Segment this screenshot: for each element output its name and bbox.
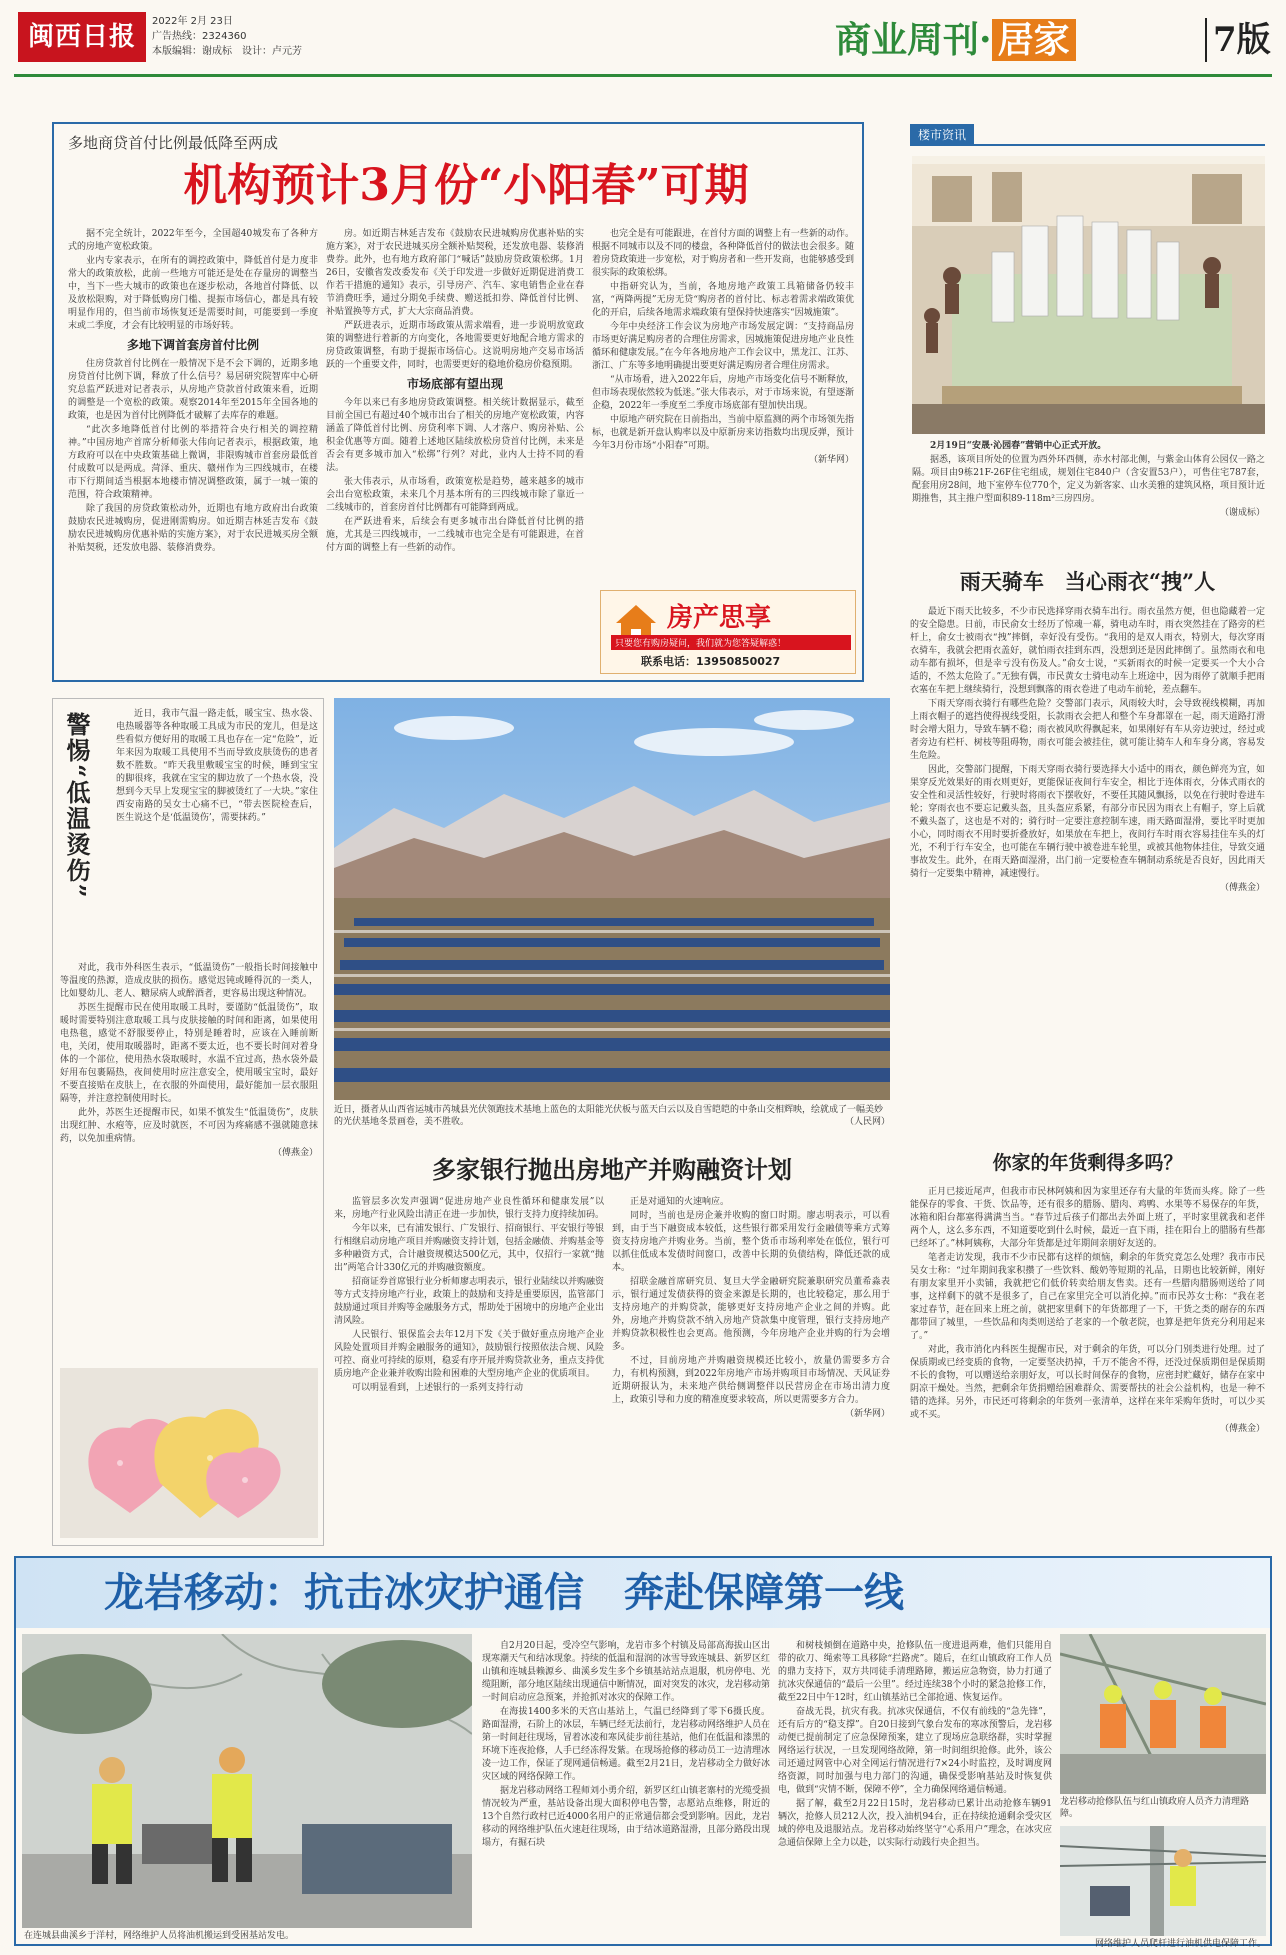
bank-paragraph: 招联金融首席研究员、复旦大学金融研究院兼职研究员董希淼表示，银行通过发债获得的资金来源是长期的，也比较稳定，那么用于支持房地产的并购贷款，能够更好支持房地产企业之间的并购。此外，房地产并购贷款不纳入房地产贷款集中度管理，银行支持房地产并购贷款积极性也会更高。他预测，今年房地产企业并购的行为会增多。 [612, 1277, 890, 1352]
market-news-divider [910, 144, 1265, 146]
mobile-paragraph: 在海拔1400多米的天宫山基站上，气温已经降到了零下6摄氏度。路面湿滑，石阶上的冰层，车辆已经无法前行，龙岩移动网络维护人员在第一时间赶往现场，冒着冰凌和寒风徒步前往基站，他们在低温和漆黑的环境下连夜抢修，人手已经冻得发紫。在现场抢修的移动员工一边清理冰凌一边工作，保证了现网通信畅通。截至2月21日，龙岩移动全力做好冰灾区域的网络保障工作。 [482, 1707, 770, 1782]
mobile-photo-1-caption: 在连城县曲溪乡于洋村，网络维护人员将油机搬运到受困基站发电。 [24, 1931, 295, 1941]
lead-paragraph: “从市场看，进入2022年后，房地产市场变化信号不断释放，但市场表现依然较为低迷。”张大伟表示，对于市场来说，有望逐渐企稳，2022年一季度至二季度市场底部有望加快出现。 [592, 375, 854, 411]
warn-body [116, 708, 318, 958]
mobile-photo-2 [1060, 1634, 1266, 1794]
mobile-paragraph: 奋战无畏，抗灾有我。抗冰灾保通信，不仅有前线的“急先锋”，还有后方的“稳支撑”。自20日接到气象台发布的寒冰预警后，龙岩移动便已提前制定了应急保障预案，建立了现场应急联络群，实时掌握网络运行状况，一旦发现网络故障，第一时间组织抢修。此外，该公司还通过网管中心对全网运行情况进行7×24小时监控，及时调度网络资源，同时加强与电力部门的沟通，确保受影响基站及时恢复供电，做到“灾情不断，保障不停”，全力确保网络通信畅通。 [778, 1707, 1052, 1795]
warn-paragraph: 此外，苏医生还提醒市民，如果不慎发生“低温烫伤”，皮肤出现红肿、水疱等，应及时就医，不可因为疼痛感不强就随意抹药，以免加重病情。 [60, 1108, 318, 1144]
lead-paragraph: 除了我国的房贷政策松动外，近期也有地方政府出台政策鼓励农民进城购房，促进刚需购房。如近期吉林延吉发布《鼓励农民进城购房优惠补贴的实施方案》，对于农民进城买房全额补贴契税，还发放电器、装修消费券。 [68, 504, 318, 553]
lead-column-2 [326, 228, 584, 676]
lead-column-1 [68, 228, 318, 676]
market-news-byline: （谢成标） [1219, 508, 1265, 518]
hot-water-bag-photo [60, 1368, 318, 1538]
lead-paragraph: 张大伟表示，从市场看，政策宽松是趋势，越来越多的城市会出台宽松政策，未来几个月基本所有的三四线城市除了靠近一二线城市的，首套房首付比例都有可能降到两成。 [326, 477, 584, 513]
ad-license: 广告热线：2324360 [152, 31, 247, 42]
editors: 本版编辑：谢成标 设计：卢元芳 [152, 46, 302, 57]
lead-paragraph: 中原地产研究院在日前指出，当前中原监测的两个市场领先指标，也就是新开盘认购率以及中原新房来访指数均出现反弹，预计今年3月份市场“小阳春”可期。 [592, 415, 854, 451]
lead-paragraph: 住房贷款首付比例在一般情况下是不会下调的，近期多地房贷首付比例下调，释放了什么信号？易居研究院智库中心研究总监严跃进对记者表示，从房地产贷款首付政策来看，近期的调整是一个宽松的政策。观察2014年至2015年全国各地的政策，也是因为首付比例降低才破解了去库存的难题。 [68, 359, 318, 421]
mobile-photo-2-caption: 龙岩移动抢修队伍与红山镇政府人员齐力清理路障。 [1060, 1797, 1250, 1819]
warn-byline: （傅燕金） [272, 1148, 318, 1158]
rain-paragraph: 因此，交警部门提醒，下雨天穿雨衣骑行要选择大小适中的雨衣，颜色鲜亮为宜，如果穿反光效果好的雨衣则更好，更能保证夜间行车安全，相比于连体雨衣，分体式雨衣的安全性和灵活性较好，行驶时将雨衣下摆收好，不要任其随风飘扬，以免在行驶时卷进车轮；穿雨衣也不要忘记戴头盔，且头盔应系紧，有部分市民因为雨衣上有帽子，穿上后就不戴头盔了，这也是不对的；骑行时一定要注意控制车速，雨天路面湿滑，要比平时更加小心，同时雨衣不用时要折叠放好，如果放在车把上，夜间行车时雨衣容易挂住车头的灯光，不利于行车安全，也可能在车辆行驶中被卷进车轮里，或被其他物体挂住，导致交通事故发生。此外，在雨天路面湿滑，出门前一定要检查车辆制动系统是否良好，因此雨天骑行一定要集中精神，减速慢行。 [910, 765, 1265, 879]
warn-paragraph: 对此，我市外科医生表示，“低温烫伤”一般指长时间接触中等温度的热源，造成皮肤的损伤。感觉迟钝或睡得沉的一类人，比如婴幼儿、老人、糖尿病人或醉酒者，更容易出现这种情况。 [60, 963, 318, 999]
rain-body [910, 606, 1265, 1126]
bank-paragraph: 招商证券首席银行业分析师廖志明表示，银行业陆续以并购融资等方式支持房地产行业，政策上的鼓励和支持是重要原因，监管部门鼓励通过项目并购等金融服务方式，帮助处于困境中的房地产企业出清风险。 [334, 1277, 604, 1326]
mobile-column-2 [778, 1640, 1052, 1940]
bank-paragraph: 不过，目前房地产并购融资规模还比较小，放量仍需要多方合力，有机构预测，到2022年房地产市场并购项目市场情况、天风证券近期研报认为，未来地产供给侧调整伴以民营房企在市场出清力度上，政策引导和力度的精准度要求较高，所以更需要多方合力。 [612, 1356, 890, 1405]
lead-subheading: 多地下调首套房首付比例 [126, 338, 259, 352]
section-title: 商业周刊· 居家 [835, 18, 1076, 62]
section-name: 商业周刊 [835, 19, 980, 61]
lead-paragraph: 在严跃进看来，后续会有更多城市出台降低首付比例的措施，尤其是三四线城市，一二线城市也完全是有可能跟进，在首付方面的调整上有一些新的动作。 [326, 517, 584, 553]
solar-credit: （人民网） [844, 1117, 890, 1127]
masthead-divider [14, 74, 1272, 77]
bank-column-2 [612, 1196, 890, 1546]
mobile-paragraph: 和树枝倾倒在道路中央，抢修队伍一度进退两难，他们只能用自带的砍刀、绳索等工具移除“拦路虎”。随后，在红山镇政府工作人员的鼎力支持下，双方共同徒手清理路障，搬运应急物资，协力打通了抗冰灾保通信的“最后一公里”。经过连续38个小时的紧急抢修工作，截至22日中午12时，红山镇基站已全部抢通、恢复运作。 [778, 1641, 1052, 1703]
lead-headline: 机构预计3月份“小阳春”可期 [183, 160, 749, 211]
bank-paragraph: 监管层多次发声强调“促进房地产业良性循环和健康发展”以来，房地产行业风险出清正在进一步加快，银行支持力度持续加码。 [334, 1197, 604, 1220]
bank-byline: （新华网） [844, 1409, 890, 1419]
bank-paragraph: 今年以来，已有浦发银行、广发银行、招商银行、平安银行等银行相继启动房地产项目并购融资支持计划，包括金融债、并购基金等多种融资方式，合计融资规模达500亿元，其中，仅招行一家就“抛出”两笔合计330亿元的并购融资额度。 [334, 1224, 604, 1273]
bank-paragraph: 同时，当前也是房企兼并收购的窗口时期。廖志明表示，可以看到，由于当下融资成本较低，这些银行都采用发行金融债等乘方式筹资支持房地产并购业务。当前，整个货币市场利率处在低位，银行可以抓住低成本发债时间窗口，改善中长期的负债结构，降低还款的成本。 [612, 1211, 890, 1273]
lead-paragraph: 房。如近期吉林延吉发布《鼓励农民进城购房优惠补贴的实施方案》，对于农民进城买房全额补贴契税，还发放电器、装修消费券。此外，也有地方政府部门“喊话”鼓励房贷政策松绑。1月26日，安徽省发改委发布《关于印发进一步做好近期促进消费工作若干措施的通知》表示，引导房产、汽车、家电销售企业在春节消费旺季，通过分期免手续费、赠送抵扣券、降低首付比例、补贴置换等方式，扩大大宗商品消费。 [326, 229, 584, 317]
bank-paragraph: 可以明显看到，上述银行的一系列支持行动 [352, 1383, 524, 1393]
rain-paragraph: 下雨天穿雨衣骑行有哪些危险？交警部门表示，风雨较大时，会导致视线模糊，再加上雨衣帽子的遮挡使得视线受阻，长款雨衣会把人和整个车身都罩在一起，雨天道路打滑时会增大阻力，导致车辆不稳；雨衣被风吹得飘起来，如果刚好有车从旁边驶过，经过或者旁边有栏杆、树枝等阻碍物，雨衣可能会被挂住，就可能让骑车人和车身分离，容易发生危险。 [910, 699, 1265, 761]
inventory-body [910, 1186, 1265, 1486]
lead-byline: （新华网） [808, 455, 854, 465]
solar-photo [334, 698, 890, 1100]
inventory-paragraph: 正月已接近尾声，但我市市民林阿姨和因为家里还存有大量的年货而头疼。除了一些能保存的零食、干货、饮品等，还有很多的腊肠、腊肉、鸡鸭、水果等不易保存的年货，冰箱和阳台都塞得满满当当。“春节过后孩子们都出去外面上班了，平时家里就我和老伴两个人，这么多东西，不知道要吃到什么时候，最近一直下雨，挂在阳台上的腊肠有些都已经坏了。”林阿姨称，大部分年货都是过年期间亲朋好友送的。 [910, 1187, 1265, 1249]
warn-body-continued [60, 962, 318, 1362]
promo-tagline: 只要您有购房疑问，我们就为您答疑解惑！ [611, 635, 851, 650]
bank-headline: 多家银行抛出房地产并购融资计划 [432, 1155, 792, 1184]
bank-column-1 [334, 1196, 604, 1546]
mobile-paragraph: 据了解，截至2月22日15时，龙岩移动已累计出动抢修车辆91辆次，抢修人员212人次，投入油机94台，正在持续抢通剩余受灾区域的停电及退服站点。龙岩移动始终坚守“心系用户”理念，在冰灾应急通信保障上全力以赴，以实际行动践行央企担当。 [778, 1799, 1052, 1848]
mobile-photo-3 [1060, 1826, 1266, 1936]
inventory-paragraph: 对此，我市消化内科医生提醒市民，对于剩余的年货，可以分门别类进行处理。过了保质期或已经变质的食物，一定要坚决扔掉，千万不能舍不得，还没过保质期但是保质期不长的食物，可以赠送给亲朋好友，可以长时间保存的食物，应密封贮藏好，储存在家中阴凉干燥处。当然，把剩余年货捐赠给困难群众、需要帮扶的社会公益机构，也是一种不错的选择。另外，市民还可将剩余的年货列一张清单，这样在来年采购年货时，可以少买或不买。 [910, 1345, 1265, 1420]
lead-kicker: 多地商贷首付比例最低降至两成 [68, 134, 279, 152]
bank-paragraph: 人民银行、银保监会去年12月下发《关于做好重点房地产企业风险处置项目并购金融服务的通知》，鼓励银行按照依法合规、风险可控、商业可持续的原则，稳妥有序开展并购贷款业务，重点支持优质房地产企业兼并收购出险和困难的大型房地产企业的优质项目。 [334, 1330, 604, 1379]
rain-headline: 雨天骑车 当心雨衣“拽”人 [959, 569, 1216, 594]
mobile-photo-3-caption: 网络维护人员爬杆进行油机供电保障工作。 [1094, 1939, 1266, 1949]
lead-paragraph: 据不完全统计，2022年至今，全国超40城发布了各种方式的房地产宽松政策。 [68, 229, 318, 252]
inventory-byline: （傅燕金） [1219, 1424, 1265, 1434]
market-news-caption-title: 2月19日“安晟·沁园春”营销中心正式开放。 [930, 441, 1107, 451]
lead-paragraph: 中指研究认为，当前，各地房地产政策工具箱储备仍较丰富，“两降两提”无房无贷“购房者的首付比、标志着需求端政策优化的开启，后续各地需求端政策有望保持快速落实“因城施策”。 [592, 282, 854, 318]
promo-box [600, 590, 856, 674]
warn-headline-text: 警惕“低温烫伤” [62, 712, 91, 900]
subsection-name: 居家 [992, 19, 1076, 61]
lead-paragraph: 今年以来已有多地房贷政策调整。相关统计数据显示，截至目前全国已有超过40个城市出台了相关的房地产宽松政策，内容涵盖了降低首付比例、房贷利率下调、人才落户、购房补贴、公积金优惠等方面。随着上述地区陆续放松房贷首付比例，未来是否会有更多城市加入“松绑”行列？对此，业内人士持不同的看法。 [326, 398, 584, 473]
lead-paragraph: “此次多地降低首付比例的举措符合央行相关的调控精神。”中国房地产首席分析师张大伟向记者表示，根据政策，地方政府可以在中央政策基础上微调，非限购城市首套房最低首付成数可以是两成。菏泽、重庆、赣州作为三四线城市，在楼市下行期间适当根据本地楼市情况调整政策，属于一城一策的范围，符合政策精神。 [68, 425, 318, 500]
lead-column-3 [592, 228, 854, 578]
warn-paragraph: 苏医生提醒市民在使用取暖工具时，要谨防“低温烫伤”，取暖时需要特别注意取暖工具与皮肤接触的时间和距离，如果使用电热毯，感觉不舒服要停止，特别是睡着时，应该在入睡前断电，关闭，使用取暖器时，距离不要太近，也不要长时间对着身体的一个部位，使用热水袋取暖时，水温不宜过高，热水袋外最好用布包裹隔热，夜间使用时应注意安全，使用暖宝宝时，最好不要直接贴在皮肤上，在衣服的外面使用，最好能加一层衣服阻隔等，并注意控制使用时长。 [60, 1003, 318, 1104]
inventory-paragraph: 笔者走访发现，我市不少市民都有这样的烦恼，剩余的年货究竟怎么处理？我市市民吴女士称：“过年期间我家积攒了一些饮料、酸奶等短期的礼品，日期也比较新鲜，刚好有朋友家里开小卖铺，我就把它们低价转卖给朋友售卖。还有一些腊肉腊肠则送给了同事，这样剩下的就不是很多了，自己在家里完全可以消化掉。”而市民苏女士称：“我在老家过春节，赶在回来上班之前，就把家里剩下的年货都理了一下，干货之类的耐存的东西都带回了城里，一些饮品和肉类则送给了老家的一个敬老院，也算是把年货充分利用起来了。” [910, 1253, 1265, 1341]
newspaper-logo: 闽西日报 [18, 12, 146, 62]
lead-paragraph: 今年中央经济工作会议为房地产市场发展定调：“支持商品房市场更好满足购房者的合理住房需求，因城施策促进房地产业良性循环和健康发展。”在今年各地房地产工作会议中，黑龙江、江苏、浙江、广东等多地明确提出要更好满足购房者合理住房需求。 [592, 322, 854, 371]
rain-byline: （傅燕金） [1219, 883, 1265, 893]
market-news-tag: 楼市资讯 [910, 124, 974, 145]
page-number: 7版 [1205, 18, 1271, 62]
warn-headline [60, 712, 114, 962]
lead-paragraph: 也完全是有可能跟进，在首付方面的调整上有一些新的动作。根据不同城市以及不同的楼盘，各种降低首付的做法也会很多。随着房贷政策进一步宽松，对于购房者和一些开发商，也能够感受到很实际的政策松绑。 [592, 229, 854, 278]
market-news-caption [912, 440, 1265, 540]
masthead [0, 0, 1286, 80]
mobile-paragraph: 自2月20日起，受冷空气影响，龙岩市多个村镇及局部高海拔山区出现寒潮天气和结冰现象。持续的低温和湿润的冰雪导致连城县、新罗区红山镇和连城县赖源乡、曲溪乡发生多个乡镇基站站点退服，机房停电、光缆阻断，部分地区陆续出现通信中断情况，面对突发的冰灾，龙岩移动第一时间启动应急预案，并抢抓对冰灾的保障工作。 [482, 1641, 770, 1703]
bank-paragraph: 正是对通知的火速响应。 [630, 1197, 730, 1207]
promo-phone: 联系电话：13950850027 [641, 655, 781, 668]
solar-caption-box [334, 1104, 890, 1138]
rain-paragraph: 最近下雨天比较多，不少市民选择穿雨衣骑车出行。雨衣虽然方便，但也隐藏着一定的安全隐患。日前，市民俞女士经历了惊魂一幕，骑电动车时，雨衣突然挂在了路旁的栏杆上，俞女士被雨衣“拽”摔倒，幸好没有受伤。“我用的是双人雨衣，特别大，每次穿雨衣骑车，我就会把雨衣盖好，就怕雨衣挂到东西，没想到还是因此摔倒了。虽然雨衣和电动车都有损坏，但是幸亏没有伤及人。”俞女士说，“买新雨衣的时候一定要买一个大小合适的，不然太危险了。”无独有偶，市民黄女士骑电动车上班途中，因为雨停了就顺手把雨衣塞在车把上继续骑行，没想到飘落的雨衣卷进了电动车前轮，差点翻车。 [910, 607, 1265, 695]
mobile-paragraph: 据龙岩移动网络工程师刘小勇介绍，新罗区红山镇老寨村的光缆受损情况较为严重，基站设备出现大面积停电告警，志愿站点维修，附近的13个自然行政村已近4000名用户的正常通信都会受到影响。因此，龙岩移动的网络维护队伍火速赶往现场，由于结冰道路湿滑，且部分路段出现塌方，有掘石块 [482, 1786, 770, 1848]
inventory-headline: 你家的年货剩得多吗？ [992, 1152, 1183, 1174]
lead-subheading: 市场底部有望出现 [406, 377, 503, 391]
mobile-headline: 龙岩移动：抗击冰灾护通信 奔赴保障第一线 [104, 1569, 904, 1616]
lead-paragraph: 严跃进表示，近期市场政策从需求端看，进一步说明放宽政策的调整进行着新的方向变化，各地需要更好地配合地方需求的房贷政策调整，有助于提振市场信心。这说明房地产交易市场活跃的一个重要文件，同时，也需要更好的稳地价稳房价稳预期。 [326, 321, 584, 370]
mobile-column-1 [482, 1640, 770, 1940]
lead-paragraph: 业内专家表示，在所有的调控政策中，降低首付是力度非常大的政策放松，此前一些地方可能还是处在存量房的调整当中，当下一些大城市的政策也在逐步松动，各地首付降低、以及放松限购，对于降低购房门槛、提振市场信心，都是具有较明显作用的，但当前市场恢复还是需要时间，可能要到一季度末或二季度，才会有比较明显的市场好转。 [68, 256, 318, 331]
market-news-caption-body: 据悉，该项目所处的位置为西外环西侧，赤水村部北侧，与紫金山体育公园仅一路之隔。项目由9栋21F-26F住宅组成，规划住宅840户（含安置53户），可售住宅787套，配套用房28间，地下室停车位770个，定义为新客家、山水美雅的建筑风格，项目预计近期推售，其主推户型面积89-118m²三房四房。 [912, 455, 1265, 504]
promo-brand: 房产思享 [667, 603, 772, 633]
solar-caption: 近日，摄者从山西省运城市芮城县光伏领跑技术基地上蓝色的太阳能光伏板与蓝天白云以及自雪皑皑的中条山交相辉映，绘就成了一幅美妙的光伏基地冬景画卷，美不胜收。 [334, 1105, 884, 1127]
warn-paragraph: 近日，我市气温一路走低，暖宝宝、热水袋、电热暖器等各种取暖工具成为市民的宠儿，但是这些看似方便好用的取暖工具也存在一定“危险”，近年来因为取暖工具使用不当而导致皮肤烫伤的患者数不胜数。“昨天我里敷暖宝宝的时候，睡到宝宝的脚很疼，我就在宝宝的脚边放了一个热水袋，没想到今天早上发现宝宝的脚被烫红了一大块。”家住西安南路的吴女士心痛不已，“带去医院检查后，医生说这个是‘低温烫伤’，需要抹药。” [116, 709, 318, 823]
issue-date: 2022年 2月 23日 [152, 16, 233, 27]
issue-info [152, 14, 302, 59]
mobile-photo-1 [22, 1634, 472, 1928]
sales-center-photo [912, 156, 1265, 434]
